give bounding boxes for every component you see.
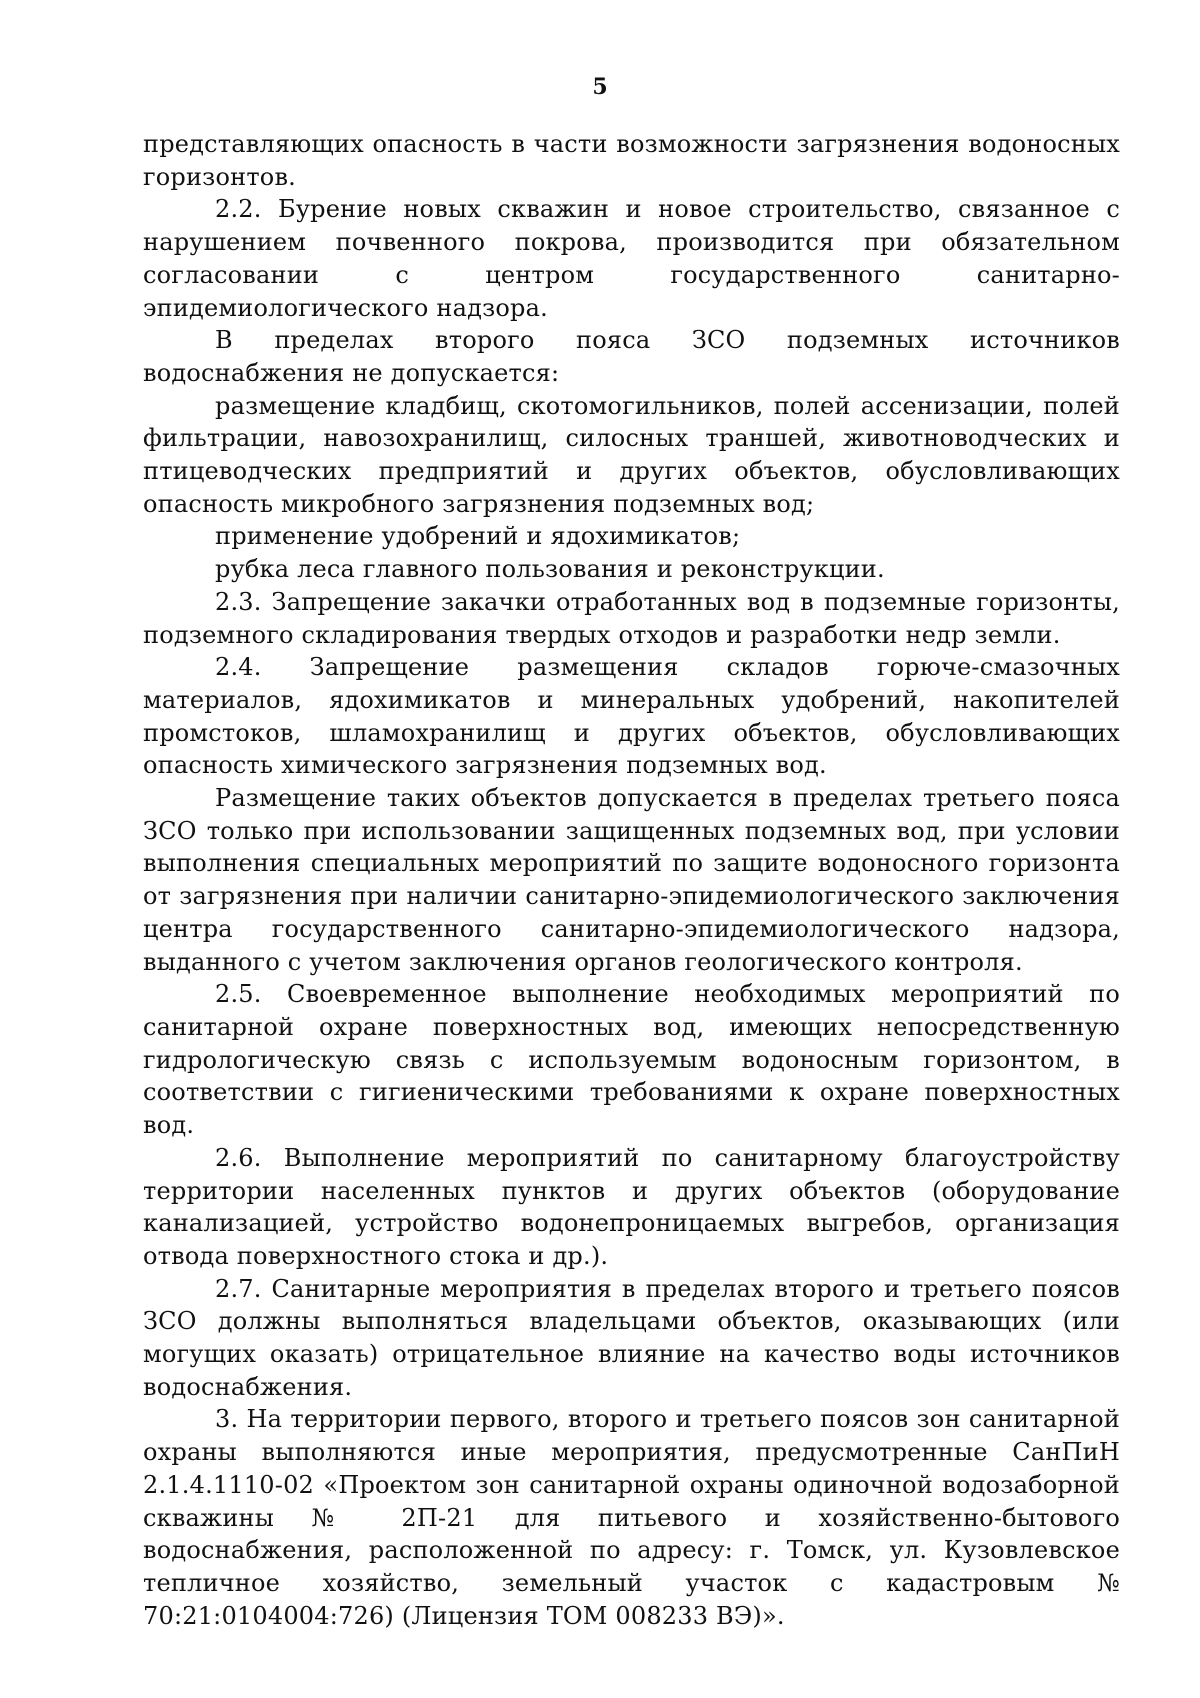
- paragraph-2-6: 2.6. Выполнение мероприятий по санитарному благоустройству территории населенных пунктов и других объектов (оборудование канализацией, устройство водонепроницаемых выгребов, организация отвода поверхностного стока и др.).: [143, 1143, 1120, 1270]
- paragraph-2-2: 2.2. Бурение новых скважин и новое строительство, связанное с нарушением почвенного покрова, производится при обязательном согласовании с центром государственного санитарно-эпидемиологического надзора.: [143, 195, 1120, 322]
- paragraph-2-4: 2.4. Запрещение размещения складов горюче-смазочных материалов, ядохимикатов и минеральных удобрений, накопителей промстоков, шламохранилищ и других объектов, обусловливающих опасность химического загрязнения подземных вод.: [143, 653, 1120, 780]
- paragraph-2-7: 2.7. Санитарные мероприятия в пределах второго и третьего поясов ЗСО должны выполняться владельцами объектов, оказывающих (или могущих оказать) отрицательное влияние на качество воды источников водоснабжения.: [143, 1274, 1120, 1401]
- paragraph-list-item-cemeteries: размещение кладбищ, скотомогильников, полей ассенизации, полей фильтрации, навозохранилищ, силосных траншей, животноводческих и птицеводческих предприятий и других объектов, обусловливающих опасность микробного загрязнения подземных вод;: [143, 391, 1120, 518]
- paragraph-second-belt-intro: В пределах второго пояса ЗСО подземных источников водоснабжения не допускается:: [143, 326, 1120, 387]
- paragraph-list-item-fertilizers: применение удобрений и ядохимикатов;: [215, 522, 741, 551]
- paragraph-list-item-logging: рубка леса главного пользования и реконструкции.: [215, 555, 885, 584]
- paragraph-third-belt-placement: Размещение таких объектов допускается в пределах третьего пояса ЗСО только при использовании защищенных подземных вод, при условии выполнения специальных мероприятий по защите водоносного горизонта от загрязнения при наличии санитарно-эпидемиологического заключения центра государственного санитарно-эпидемиологического надзора, выданного с учетом заключения органов геологического контроля.: [143, 784, 1120, 976]
- document-body: [143, 128, 1120, 1632]
- paragraph-2-5: 2.5. Своевременное выполнение необходимых мероприятий по санитарной охране поверхностных вод, имеющих непосредственную гидрологическую связь с используемым водоносным горизонтом, в соответствии с гигиеническими требованиями к охране поверхностных вод.: [143, 980, 1120, 1140]
- paragraph-3: 3. На территории первого, второго и третьего поясов зон санитарной охраны выполняются иные мероприятия, предусмотренные СанПиН 2.1.4.1110-02 «Проектом зон санитарной охраны одиночной водозаборной скважины № 2П-21 для питьевого и хозяйственно-бытового водоснабжения, расположенной по адресу: г. Томск, ул. Кузовлевское тепличное хозяйство, земельный участок с кадастровым № 70:21:0104004:726) (Лицензия ТОМ 008233 ВЭ)».: [143, 1405, 1120, 1630]
- page-number: 5: [592, 74, 608, 100]
- paragraph-2-3: 2.3. Запрещение закачки отработанных вод в подземные горизонты, подземного складирования твердых отходов и разработки недр земли.: [143, 587, 1120, 649]
- paragraph-continuation: представляющих опасность в части возможности загрязнения водоносных горизонтов.: [143, 130, 1120, 191]
